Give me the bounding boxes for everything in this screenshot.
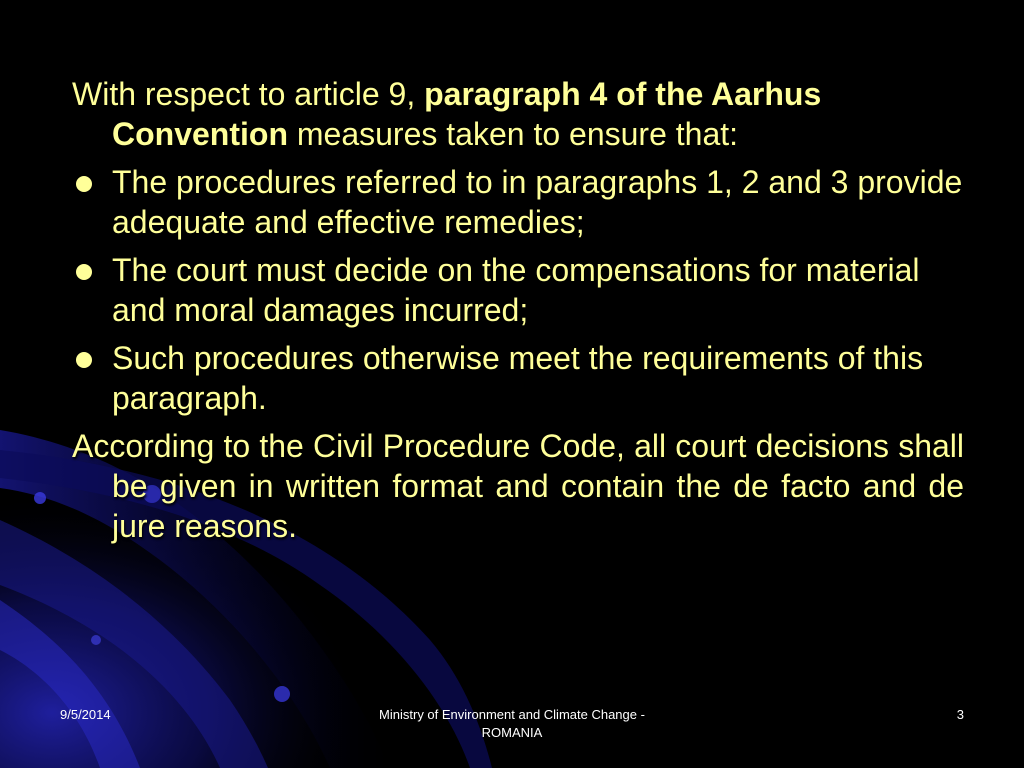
bullet-list (72, 162, 964, 418)
bullet-dot-icon (76, 264, 92, 280)
intro-rest-text: measures taken to ensure that: (287, 116, 739, 152)
bullet-dot-icon (76, 176, 92, 192)
slide-body (72, 74, 964, 554)
intro-bold-text: paragraph 4 of the Aarhus Convention (112, 76, 822, 152)
bullet-item (72, 338, 964, 418)
closing-paragraph: According to the Civil Procedure Code, all court decisions shall be given in written format and contain the de facto and de jure reasons. (72, 428, 964, 544)
intro-paragraph (72, 74, 964, 154)
bullet-item (72, 162, 964, 242)
bullet-dot-icon (76, 352, 92, 368)
footer-organization-line1: Ministry of Environment and Climate Change - (379, 707, 645, 722)
bullet-text: Such procedures otherwise meet the requirements of this paragraph. (112, 340, 924, 416)
intro-text: With respect to article 9, (72, 76, 425, 112)
footer-organization (352, 706, 672, 742)
bullet-text: The procedures referred to in paragraphs 1, 2 and 3 provide adequate and effective remedies; (112, 164, 963, 240)
footer-date: 9/5/2014 (60, 707, 111, 722)
footer-page-number: 3 (956, 707, 964, 722)
bullet-item (72, 250, 964, 330)
bullet-text: The court must decide on the compensations for material and moral damages incurred; (112, 252, 920, 328)
footer-organization-line2: ROMANIA (481, 725, 543, 740)
